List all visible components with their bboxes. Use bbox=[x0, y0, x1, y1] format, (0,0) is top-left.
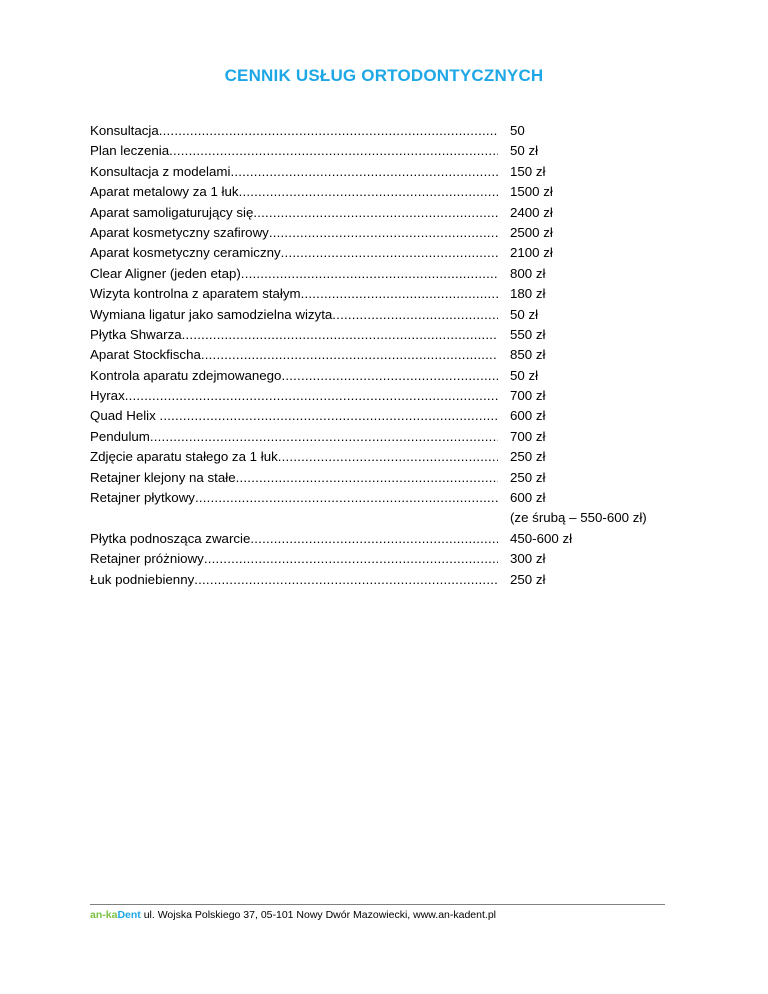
service-price: 700 zł bbox=[510, 428, 546, 444]
price-note-row bbox=[90, 508, 690, 528]
service-name: Zdjęcie aparatu stałego za 1 łuk ..... bbox=[90, 447, 498, 467]
service-price: 300 zł bbox=[510, 551, 546, 567]
service-name: Retajner klejony na stałe ..... bbox=[90, 468, 498, 488]
service-name: Aparat kosmetyczny ceramiczny ..... bbox=[90, 243, 498, 263]
price-row bbox=[90, 529, 690, 549]
service-price: 600 zł bbox=[510, 408, 546, 424]
service-name: Plan leczenia ..... bbox=[90, 141, 498, 161]
service-price: 2100 zł bbox=[510, 245, 553, 261]
price-row bbox=[90, 366, 690, 386]
price-row bbox=[90, 468, 690, 488]
price-row bbox=[90, 488, 690, 508]
price-row bbox=[90, 325, 690, 345]
service-price: 150 zł bbox=[510, 163, 546, 179]
service-price: 50 zł bbox=[510, 143, 539, 159]
service-price: 250 zł bbox=[510, 571, 546, 587]
service-price: 550 zł bbox=[510, 326, 546, 342]
price-row bbox=[90, 570, 690, 590]
service-name: Płytka podnosząca zwarcie ..... bbox=[90, 529, 498, 549]
price-row bbox=[90, 182, 690, 202]
service-price: 850 zł bbox=[510, 347, 546, 363]
service-name: Wymiana ligatur jako samodzielna wizyta ..... bbox=[90, 305, 498, 325]
footer-divider bbox=[90, 904, 665, 905]
price-row bbox=[90, 223, 690, 243]
service-price: 50 bbox=[510, 123, 525, 138]
service-name: Hyrax ..... bbox=[90, 386, 498, 406]
service-name: Płytka Shwarza ..... bbox=[90, 325, 498, 345]
price-row bbox=[90, 406, 690, 426]
price-row bbox=[90, 549, 690, 569]
service-name: Konsultacja ..... bbox=[90, 121, 498, 141]
service-price: 600 zł bbox=[510, 490, 546, 506]
service-name: Kontrola aparatu zdejmowanego ..... bbox=[90, 366, 498, 386]
service-price: 450-600 zł bbox=[510, 530, 573, 546]
price-row bbox=[90, 141, 690, 161]
price-row bbox=[90, 203, 690, 223]
price-row bbox=[90, 305, 690, 325]
service-name: Pendulum ..... bbox=[90, 427, 498, 447]
footer-address: ul. Wojska Polskiego 37, 05-101 Nowy Dwór Mazowiecki, www.an-kadent.pl bbox=[140, 909, 496, 921]
price-row bbox=[90, 243, 690, 263]
service-price: 2400 zł bbox=[510, 204, 553, 220]
service-price: 50 zł bbox=[510, 367, 539, 383]
price-row bbox=[90, 264, 690, 284]
service-name: Konsultacja z modelami ..... bbox=[90, 162, 498, 182]
service-price: 1500 zł bbox=[510, 184, 553, 200]
service-name: Retajner próżniowy ..... bbox=[90, 549, 498, 569]
price-list bbox=[90, 121, 690, 590]
brand-name-part1: an-ka bbox=[90, 909, 118, 921]
price-row bbox=[90, 345, 690, 365]
price-note: (ze śrubą – 550-600 zł) bbox=[510, 510, 647, 526]
page-title: CENNIK USŁUG ORTODONTYCZNYCH bbox=[224, 66, 544, 85]
service-price: 2500 zł bbox=[510, 224, 553, 240]
service-name: Aparat kosmetyczny szafirowy ..... bbox=[90, 223, 498, 243]
service-name: Retajner płytkowy ..... bbox=[90, 488, 498, 508]
price-row bbox=[90, 386, 690, 406]
service-name: Aparat samoligaturujący się ..... bbox=[90, 203, 498, 223]
service-name: Wizyta kontrolna z aparatem stałym ..... bbox=[90, 284, 498, 304]
service-price: 800 zł bbox=[510, 265, 546, 281]
price-row bbox=[90, 427, 690, 447]
price-row bbox=[90, 121, 690, 141]
service-price: 250 zł bbox=[510, 449, 546, 465]
price-row bbox=[90, 284, 690, 304]
service-price: 180 zł bbox=[510, 286, 546, 302]
footer bbox=[90, 909, 496, 921]
service-name: Łuk podniebienny ..... bbox=[90, 570, 498, 590]
price-row bbox=[90, 447, 690, 467]
service-price: 700 zł bbox=[510, 388, 546, 404]
service-name: Quad Helix ..... bbox=[90, 406, 498, 426]
service-price: 250 zł bbox=[510, 469, 546, 485]
price-row bbox=[90, 162, 690, 182]
brand-name-part2: Dent bbox=[117, 909, 141, 921]
service-name: Aparat Stockfischa ..... bbox=[90, 345, 498, 365]
service-name: Aparat metalowy za 1 łuk ..... bbox=[90, 182, 498, 202]
service-name: Clear Aligner (jeden etap) ..... bbox=[90, 264, 498, 284]
service-price: 50 zł bbox=[510, 306, 539, 322]
